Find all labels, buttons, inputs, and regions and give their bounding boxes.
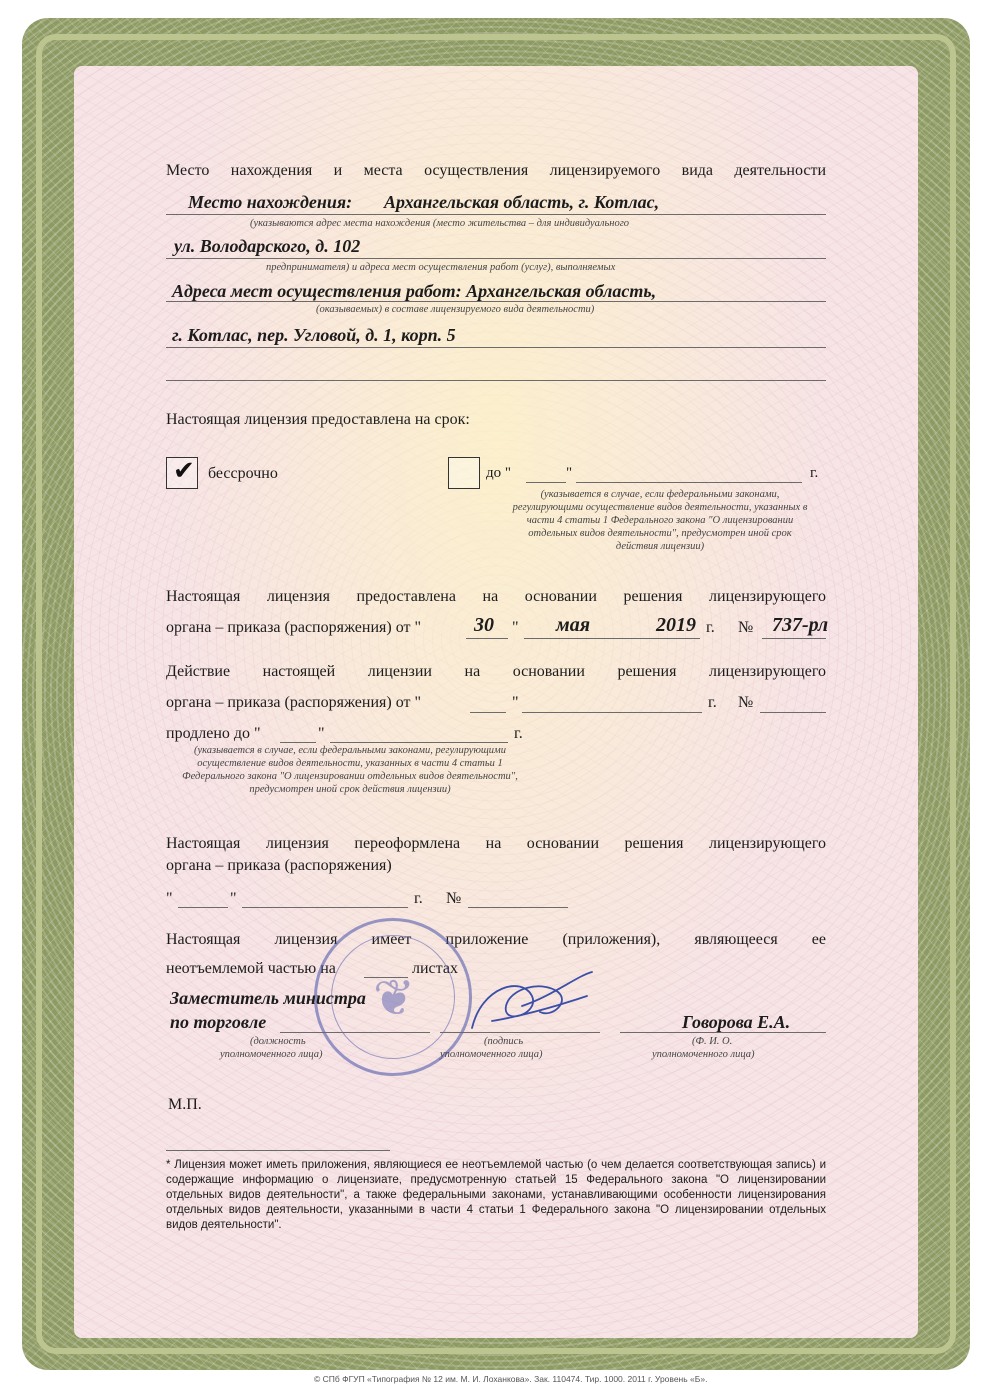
basis-day-line (466, 638, 508, 639)
extended-day-line (280, 742, 316, 743)
location-value-line2: ул. Володарского, д. 102 (174, 236, 361, 256)
basis-number-line (762, 638, 826, 639)
signature-underline (440, 1032, 600, 1033)
name-note-2: уполномоченного лица) (652, 1049, 755, 1060)
extended-suffix: г. (514, 725, 523, 742)
signatory-name: Говорова Е.А. (682, 1012, 791, 1032)
extension-month-line (522, 712, 702, 713)
until-quote: " (566, 465, 573, 481)
extension-number-line (760, 712, 826, 713)
location-underline-2 (166, 258, 826, 259)
until-suffix: г. (810, 465, 819, 481)
extended-date-line (330, 742, 508, 743)
reissue-year-suffix: г. (414, 890, 423, 907)
reissue-date-close: " (230, 890, 237, 907)
extension-line1: Действие настоящей лицензии на основании решения лицензирующего (166, 663, 826, 680)
reissue-number-line (468, 907, 568, 908)
basis-year-suffix: г. (706, 619, 715, 636)
appendix-line2-prefix: неотъемлемой частью на (166, 960, 336, 977)
handwritten-signature (462, 966, 602, 1046)
reissue-line2: органа – приказа (распоряжения) (166, 857, 392, 874)
location-note-1: (указываются адрес места нахождения (место жительства – для индивидуального (250, 218, 630, 229)
basis-quote-close: " (512, 619, 519, 636)
basis-line1: Настоящая лицензия предоставлена на основании решения лицензирующего (166, 588, 826, 605)
basis-number-sign: № (738, 619, 754, 636)
reissue-number-sign: № (446, 890, 462, 907)
seal-place-label: М.П. (168, 1096, 202, 1113)
position-line2: по торговле (170, 1012, 267, 1032)
until-day-line (526, 482, 566, 483)
extension-year-suffix: г. (708, 694, 717, 711)
sign-note-1: (подпись (484, 1036, 524, 1047)
appendix-line1: Настоящая лицензия имеет приложение (приложения), являющееся ее (166, 931, 826, 948)
position-note-2: уполномоченного лица) (220, 1049, 323, 1060)
extension-day-line (470, 712, 506, 713)
basis-month-line (524, 638, 700, 639)
position-line1: Заместитель министра (170, 988, 366, 1008)
position-note-1: (должность (250, 1036, 306, 1047)
work-address-line1: Адреса мест осуществления работ: Архангельская область, (172, 281, 657, 301)
location-header: Место нахождения и места осуществления лицензируемого вида деятельности (166, 162, 826, 179)
reissue-date-open: " (166, 890, 173, 907)
until-date-line (576, 482, 802, 483)
location-note-2: предпринимателя) и адреса мест осуществления работ (услуг), выполняемых (266, 262, 616, 273)
extended-prefix: продлено до " (166, 725, 261, 742)
position-underline (280, 1032, 430, 1033)
until-checkbox[interactable] (448, 457, 480, 489)
basis-day: 30 (474, 614, 494, 636)
extended-quote: " (318, 725, 325, 742)
appendix-line2-suffix: листах (412, 960, 458, 977)
work-note: (оказываемых) в составе лицензируемого вида деятельности) (316, 304, 595, 315)
work-underline-1 (166, 301, 826, 302)
basis-month: мая (556, 614, 591, 636)
until-note: (указывается в случае, если федеральными законами, регулирующими осуществление видов деятельности, указанных в части 4 статьи 1 Федерального закона "О лицензировании отдельных видов деятельности", предусмотрен иной срок действия лицензии) (512, 489, 808, 552)
sign-note-2: уполномоченного лица) (440, 1049, 543, 1060)
until-prefix: до " (486, 465, 512, 481)
check-mark-icon: ✔ (173, 456, 195, 486)
extension-line2-prefix: органа – приказа (распоряжения) от " (166, 694, 422, 711)
reissue-day-line (178, 907, 228, 908)
location-underline-1 (166, 214, 826, 215)
indefinite-checkbox[interactable] (166, 457, 198, 489)
work-address-line2: г. Котлас, пер. Угловой, д. 1, корп. 5 (172, 325, 456, 345)
printer-line: © СПб ФГУП «Типография № 12 им. М. И. Лоханкова». Зак. 110474. Тир. 1000. 2011 г. Уровень «Б». (314, 1374, 708, 1384)
basis-line2-prefix: органа – приказа (распоряжения) от " (166, 619, 422, 636)
extension-quote-close: " (512, 694, 519, 711)
basis-number: 737-рл (772, 614, 829, 636)
reissue-month-line (242, 907, 408, 908)
location-value-line1: Архангельская область, г. Котлас, (384, 192, 660, 212)
footnote-separator (166, 1150, 390, 1151)
term-intro: Настоящая лицензия предоставлена на срок: (166, 411, 470, 428)
location-label: Место нахождения: (188, 192, 353, 212)
name-underline (620, 1032, 826, 1033)
extension-note: (указывается в случае, если федеральными законами, регулирующими осуществление видов деятельности, указанных в части 4 статьи 1 Федерального закона "О лицензировании отдельных видов деятельности", предусмотрен иной срок действия лицензии) (182, 745, 518, 795)
indefinite-label: бессрочно (208, 465, 278, 482)
work-underline-2 (166, 347, 826, 348)
basis-year: 2019 (656, 614, 696, 636)
extension-number-sign: № (738, 694, 754, 711)
eagle-emblem-icon: ❦ (373, 969, 415, 1027)
blank-underline (166, 380, 826, 381)
reissue-line1: Настоящая лицензия переоформлена на основании решения лицензирующего (166, 835, 826, 852)
footnote-text: * Лицензия может иметь приложения, являющиеся ее неотъемлемой частью (о чем делается соответствующая запись) и содержащие информацию о лицензиате, предусмотренную статьей 15 Федерального закона "О лицензировании отдельных видов деятельности", а также федеральными законами, устанавливающими особенности лицензирования отдельных видов деятельности, указанными в части 4 статьи 1 Федерального закона "О лицензировании отдельных видов деятельности". (166, 1159, 826, 1231)
name-note-1: (Ф. И. О. (692, 1036, 733, 1047)
